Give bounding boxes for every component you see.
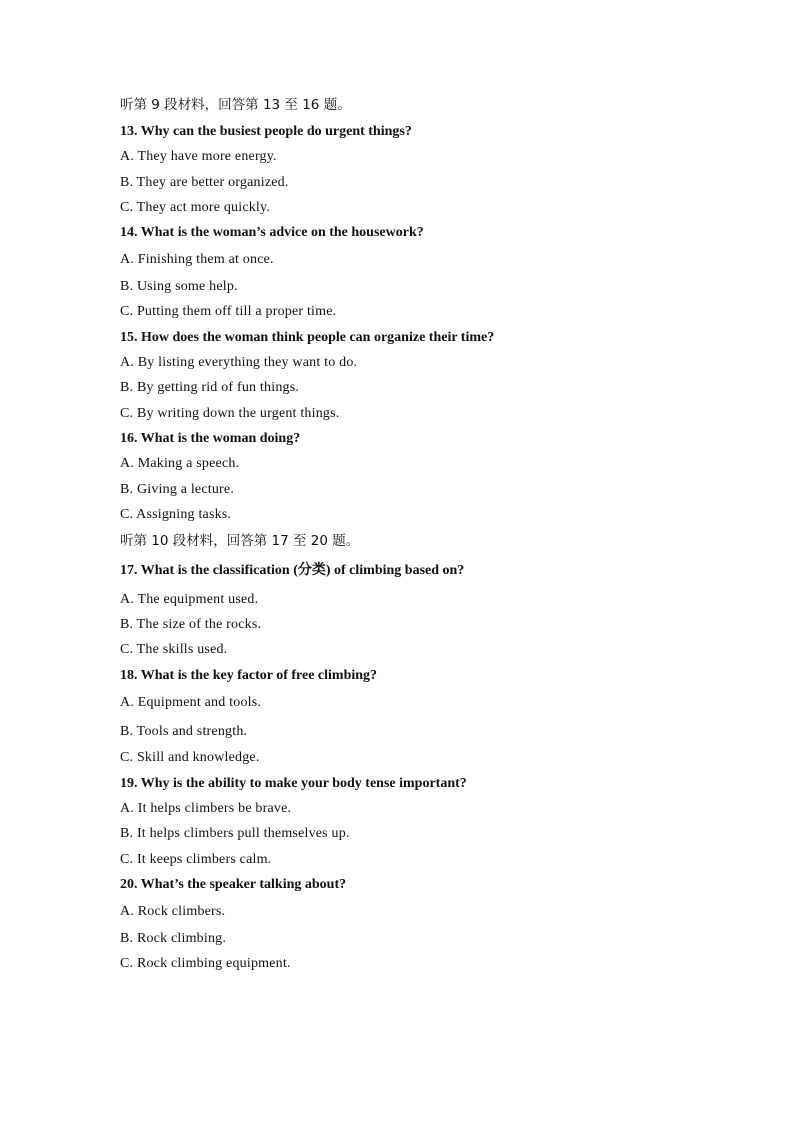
option-17-a: A. The equipment used. bbox=[120, 592, 259, 607]
option-17-c: C. The skills used. bbox=[120, 642, 228, 657]
option-15-c: C. By writing down the urgent things. bbox=[120, 406, 340, 421]
option-19-b: B. It helps climbers pull themselves up. bbox=[120, 826, 350, 841]
question-20: 20. What’s the speaker talking about? bbox=[120, 877, 347, 892]
option-14-b: B. Using some help. bbox=[120, 279, 238, 294]
option-14-c: C. Putting them off till a proper time. bbox=[120, 304, 337, 319]
option-16-b: B. Giving a lecture. bbox=[120, 482, 235, 497]
option-18-b: B. Tools and strength. bbox=[120, 724, 248, 739]
option-20-c: C. Rock climbing equipment. bbox=[120, 956, 291, 971]
question-13: 13. Why can the busiest people do urgent things? bbox=[120, 124, 412, 139]
question-19: 19. Why is the ability to make your body tense important? bbox=[120, 776, 467, 791]
option-20-a: A. Rock climbers. bbox=[120, 904, 226, 919]
question-14: 14. What is the woman’s advice on the housework? bbox=[120, 225, 424, 240]
option-20-b: B. Rock climbing. bbox=[120, 931, 227, 946]
option-19-a: A. It helps climbers be brave. bbox=[120, 801, 292, 816]
option-15-b: B. By getting rid of fun things. bbox=[120, 380, 300, 395]
option-13-c: C. They act more quickly. bbox=[120, 200, 271, 215]
question-17: 17. What is the classification (分类) of climbing based on? bbox=[120, 563, 465, 578]
option-15-a: A. By listing everything they want to do. bbox=[120, 355, 358, 370]
option-16-a: A. Making a speech. bbox=[120, 456, 240, 471]
question-18: 18. What is the key factor of free climbing? bbox=[120, 668, 378, 683]
option-16-c: C. Assigning tasks. bbox=[120, 507, 232, 522]
option-13-b: B. They are better organized. bbox=[120, 175, 289, 190]
section-heading-9: 听第 9 段材料，回答第 13 至 16 题。 bbox=[120, 97, 351, 113]
option-19-c: C. It keeps climbers calm. bbox=[120, 852, 272, 867]
question-16: 16. What is the woman doing? bbox=[120, 431, 301, 446]
option-13-a: A. They have more energy. bbox=[120, 149, 277, 164]
option-17-b: B. The size of the rocks. bbox=[120, 617, 262, 632]
question-15: 15. How does the woman think people can organize their time? bbox=[120, 330, 495, 345]
section-heading-10: 听第 10 段材料，回答第 17 至 20 题。 bbox=[120, 533, 360, 549]
option-18-c: C. Skill and knowledge. bbox=[120, 750, 260, 765]
option-18-a: A. Equipment and tools. bbox=[120, 695, 262, 710]
option-14-a: A. Finishing them at once. bbox=[120, 252, 274, 267]
